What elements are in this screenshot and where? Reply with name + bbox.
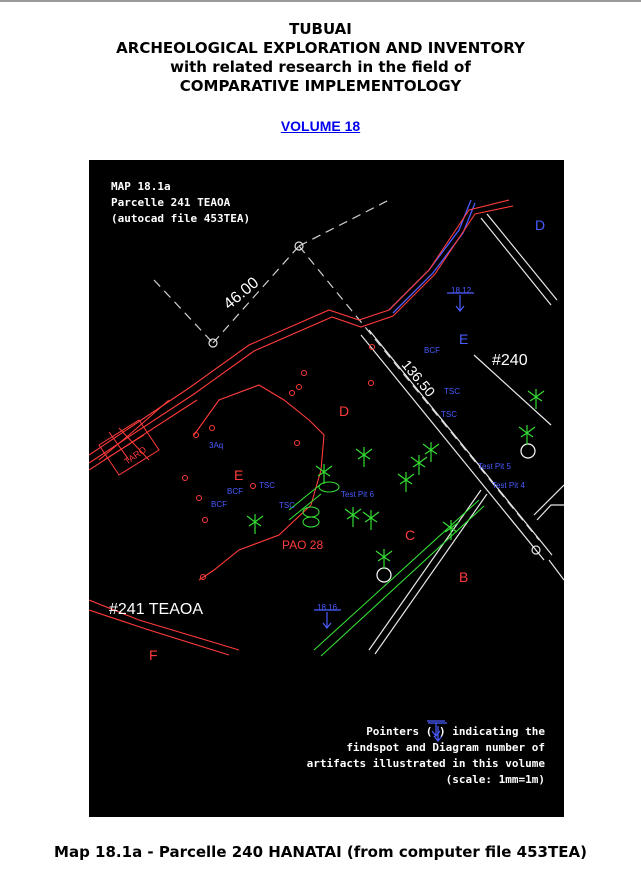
map-image — [89, 160, 564, 817]
test-pit-6-label: Test Pit 6 — [341, 490, 374, 499]
map-legend — [307, 721, 546, 786]
label-3aq: 3Aq — [209, 441, 224, 450]
legend-line-1: Pointers ( ) indicating the — [366, 725, 545, 738]
top-rule — [0, 0, 641, 2]
pao-label: PAO 28 — [282, 538, 324, 552]
title-line-1: TUBUAI — [289, 20, 352, 38]
title-line-4: COMPARATIVE IMPLEMENTOLOGY — [179, 77, 462, 95]
tsc-label-3: TSC — [259, 481, 275, 490]
parcel-241-label: #241 TEAOA — [109, 601, 203, 618]
test-pit-4-label: Test Pit 4 — [492, 481, 525, 490]
tsc-label-4: TSC — [279, 501, 295, 510]
feature-markers — [183, 345, 375, 580]
tsc-label-1: TSC — [444, 387, 460, 396]
parcel-240-label: #240 — [492, 352, 528, 369]
pointer-label-1816: 18.16 — [317, 603, 338, 612]
label-taro: TARO — [122, 444, 149, 467]
findspot-circles — [377, 444, 535, 582]
legend-line-3: artifacts illustrated in this volume — [306, 757, 545, 770]
map-caption: Map 18.1a - Parcelle 240 HANATAI (from computer file 453TEA) — [54, 843, 587, 861]
pointer-label-1812: 18.12 — [451, 286, 472, 295]
bcf-label-2: BCF — [227, 487, 243, 496]
dimension-46: 46.00 — [220, 274, 263, 314]
blue-boundary — [389, 200, 475, 313]
bcf-label-3: BCF — [211, 500, 227, 509]
survey-boundary — [154, 200, 539, 540]
map-info-line-2: Parcelle 241 TEAOA — [111, 196, 231, 209]
zone-label-d-mid: D — [339, 403, 350, 419]
title-line-3: with related research in the field of — [170, 58, 471, 76]
zone-label-c: C — [405, 527, 416, 543]
volume-link[interactable]: VOLUME 18 — [280, 118, 361, 134]
red-boundaries — [89, 200, 513, 655]
zone-label-e-right: E — [459, 331, 469, 347]
legend-line-2: findspot and Diagram number of — [346, 741, 545, 754]
zone-label-d-top: D — [535, 217, 546, 233]
parcel-boundaries — [361, 214, 564, 654]
title-line-2: ARCHEOLOGICAL EXPLORATION AND INVENTORY — [116, 39, 525, 57]
zone-label-f: F — [149, 647, 158, 663]
page-title — [0, 20, 641, 96]
map-canvas — [89, 160, 564, 817]
legend-line-4: (scale: 1mm=1m) — [445, 773, 545, 786]
map-info-line-1: MAP 18.1a — [111, 180, 171, 193]
test-pit-5-label: Test Pit 5 — [478, 462, 511, 471]
bcf-label-1: BCF — [424, 346, 440, 355]
zone-label-e-left: E — [234, 467, 244, 483]
dimension-136: 136.50 — [398, 356, 439, 400]
zone-label-b: B — [459, 569, 469, 585]
map-info-line-3: (autocad file 453TEA) — [111, 212, 251, 225]
tsc-label-2: TSC — [441, 410, 457, 419]
